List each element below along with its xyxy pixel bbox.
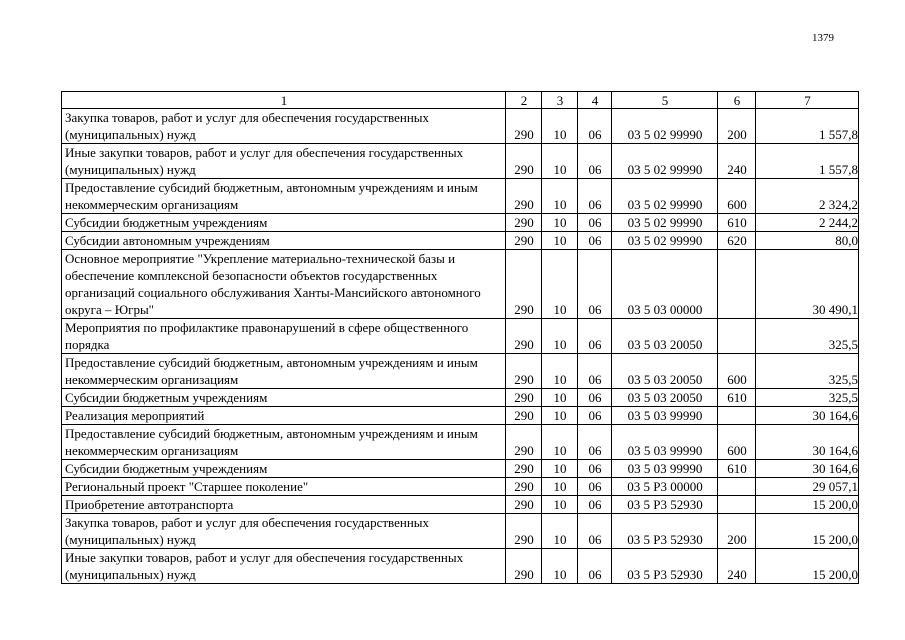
row-amount-cell: 325,5 [756,389,859,407]
row-amount-cell: 2 244,2 [756,214,859,232]
row-section-cell: 10 [542,214,578,232]
table-row [62,232,859,250]
header-cell: 7 [756,92,859,109]
row-target-article-cell: 03 5 P3 52930 [612,549,718,584]
row-section-cell: 10 [542,250,578,319]
row-amount-cell: 1 557,8 [756,109,859,144]
row-subsection-cell: 06 [578,407,612,425]
row-name-cell: Региональный проект "Старшее поколение" [62,478,506,496]
row-subsection-cell: 06 [578,354,612,389]
row-expense-type-cell: 600 [718,354,756,389]
table-row [62,354,859,389]
row-target-article-cell: 03 5 02 99990 [612,179,718,214]
row-code-cell: 290 [506,549,542,584]
row-subsection-cell: 06 [578,425,612,460]
row-section-cell: 10 [542,179,578,214]
table-row [62,407,859,425]
row-code-cell: 290 [506,407,542,425]
row-target-article-cell: 03 5 03 00000 [612,250,718,319]
row-subsection-cell: 06 [578,214,612,232]
row-section-cell: 10 [542,232,578,250]
row-expense-type-cell [718,250,756,319]
row-amount-cell: 1 557,8 [756,144,859,179]
row-name-cell: Предоставление субсидий бюджетным, автономным учреждениям и иным некоммерческим организациям [62,179,506,214]
row-expense-type-cell: 600 [718,425,756,460]
row-expense-type-cell: 610 [718,460,756,478]
row-target-article-cell: 03 5 02 99990 [612,109,718,144]
table-row [62,319,859,354]
row-section-cell: 10 [542,354,578,389]
row-code-cell: 290 [506,144,542,179]
row-name-cell: Мероприятия по профилактике правонарушений в сфере общественного порядка [62,319,506,354]
row-amount-cell: 15 200,0 [756,514,859,549]
row-name-cell: Закупка товаров, работ и услуг для обеспечения государственных (муниципальных) нужд [62,514,506,549]
row-target-article-cell: 03 5 02 99990 [612,144,718,179]
row-subsection-cell: 06 [578,109,612,144]
row-name-cell: Основное мероприятие "Укрепление материально-технической базы и обеспечение комплексной безопасности объектов государственных организаций социального обслуживания Ханты-Мансийского автономного округа – Югры" [62,250,506,319]
table-row [62,144,859,179]
row-amount-cell: 15 200,0 [756,549,859,584]
row-name-cell: Субсидии бюджетным учреждениям [62,214,506,232]
row-section-cell: 10 [542,319,578,354]
row-amount-cell: 15 200,0 [756,496,859,514]
row-section-cell: 10 [542,425,578,460]
row-expense-type-cell [718,407,756,425]
row-amount-cell: 30 164,6 [756,425,859,460]
row-name-cell: Иные закупки товаров, работ и услуг для обеспечения государственных (муниципальных) нужд [62,549,506,584]
row-section-cell: 10 [542,389,578,407]
row-code-cell: 290 [506,232,542,250]
row-code-cell: 290 [506,514,542,549]
row-code-cell: 290 [506,478,542,496]
row-target-article-cell: 03 5 02 99990 [612,232,718,250]
header-cell: 5 [612,92,718,109]
row-name-cell: Приобретение автотранспорта [62,496,506,514]
row-section-cell: 10 [542,478,578,496]
row-name-cell: Закупка товаров, работ и услуг для обеспечения государственных (муниципальных) нужд [62,109,506,144]
table-row [62,109,859,144]
row-name-cell: Предоставление субсидий бюджетным, автономным учреждениям и иным некоммерческим организациям [62,425,506,460]
row-subsection-cell: 06 [578,144,612,179]
table-row [62,425,859,460]
row-subsection-cell: 06 [578,179,612,214]
row-expense-type-cell: 620 [718,232,756,250]
row-target-article-cell: 03 5 03 20050 [612,319,718,354]
row-code-cell: 290 [506,425,542,460]
row-section-cell: 10 [542,496,578,514]
row-expense-type-cell: 240 [718,549,756,584]
row-code-cell: 290 [506,319,542,354]
row-code-cell: 290 [506,179,542,214]
row-subsection-cell: 06 [578,250,612,319]
row-section-cell: 10 [542,144,578,179]
table-row [62,478,859,496]
row-amount-cell: 30 490,1 [756,250,859,319]
row-subsection-cell: 06 [578,319,612,354]
row-target-article-cell: 03 5 03 20050 [612,354,718,389]
table-header-row [62,92,859,109]
table-row [62,179,859,214]
row-subsection-cell: 06 [578,549,612,584]
row-expense-type-cell: 610 [718,389,756,407]
table-body [62,92,859,584]
header-cell: 3 [542,92,578,109]
row-amount-cell: 29 057,1 [756,478,859,496]
row-target-article-cell: 03 5 P3 00000 [612,478,718,496]
row-amount-cell: 30 164,6 [756,407,859,425]
table-row [62,496,859,514]
header-cell: 1 [62,92,506,109]
row-subsection-cell: 06 [578,514,612,549]
header-cell: 2 [506,92,542,109]
row-section-cell: 10 [542,407,578,425]
table-row [62,250,859,319]
row-target-article-cell: 03 5 03 99990 [612,407,718,425]
row-name-cell: Реализация мероприятий [62,407,506,425]
row-subsection-cell: 06 [578,389,612,407]
row-code-cell: 290 [506,250,542,319]
table-row [62,514,859,549]
budget-table [61,91,859,584]
row-code-cell: 290 [506,389,542,407]
header-cell: 6 [718,92,756,109]
table-row [62,214,859,232]
row-expense-type-cell: 240 [718,144,756,179]
header-cell: 4 [578,92,612,109]
row-subsection-cell: 06 [578,478,612,496]
row-expense-type-cell [718,319,756,354]
row-target-article-cell: 03 5 03 99990 [612,425,718,460]
row-section-cell: 10 [542,549,578,584]
row-expense-type-cell: 600 [718,179,756,214]
row-amount-cell: 30 164,6 [756,460,859,478]
row-subsection-cell: 06 [578,232,612,250]
row-subsection-cell: 06 [578,496,612,514]
page-number: 1379 [812,32,834,44]
row-name-cell: Предоставление субсидий бюджетным, автономным учреждениям и иным некоммерческим организациям [62,354,506,389]
row-amount-cell: 80,0 [756,232,859,250]
row-name-cell: Субсидии автономным учреждениям [62,232,506,250]
row-expense-type-cell: 200 [718,109,756,144]
row-target-article-cell: 03 5 03 99990 [612,460,718,478]
row-target-article-cell: 03 5 02 99990 [612,214,718,232]
row-target-article-cell: 03 5 P3 52930 [612,514,718,549]
row-subsection-cell: 06 [578,460,612,478]
row-name-cell: Субсидии бюджетным учреждениям [62,389,506,407]
row-name-cell: Иные закупки товаров, работ и услуг для обеспечения государственных (муниципальных) нужд [62,144,506,179]
row-section-cell: 10 [542,460,578,478]
row-code-cell: 290 [506,460,542,478]
table-row [62,389,859,407]
row-code-cell: 290 [506,354,542,389]
row-amount-cell: 325,5 [756,354,859,389]
table-row [62,549,859,584]
row-target-article-cell: 03 5 03 20050 [612,389,718,407]
row-name-cell: Субсидии бюджетным учреждениям [62,460,506,478]
row-amount-cell: 2 324,2 [756,179,859,214]
row-code-cell: 290 [506,214,542,232]
row-section-cell: 10 [542,109,578,144]
row-expense-type-cell [718,496,756,514]
row-section-cell: 10 [542,514,578,549]
row-code-cell: 290 [506,109,542,144]
row-code-cell: 290 [506,496,542,514]
row-expense-type-cell [718,478,756,496]
row-target-article-cell: 03 5 P3 52930 [612,496,718,514]
row-amount-cell: 325,5 [756,319,859,354]
row-expense-type-cell: 200 [718,514,756,549]
table-row [62,460,859,478]
row-expense-type-cell: 610 [718,214,756,232]
